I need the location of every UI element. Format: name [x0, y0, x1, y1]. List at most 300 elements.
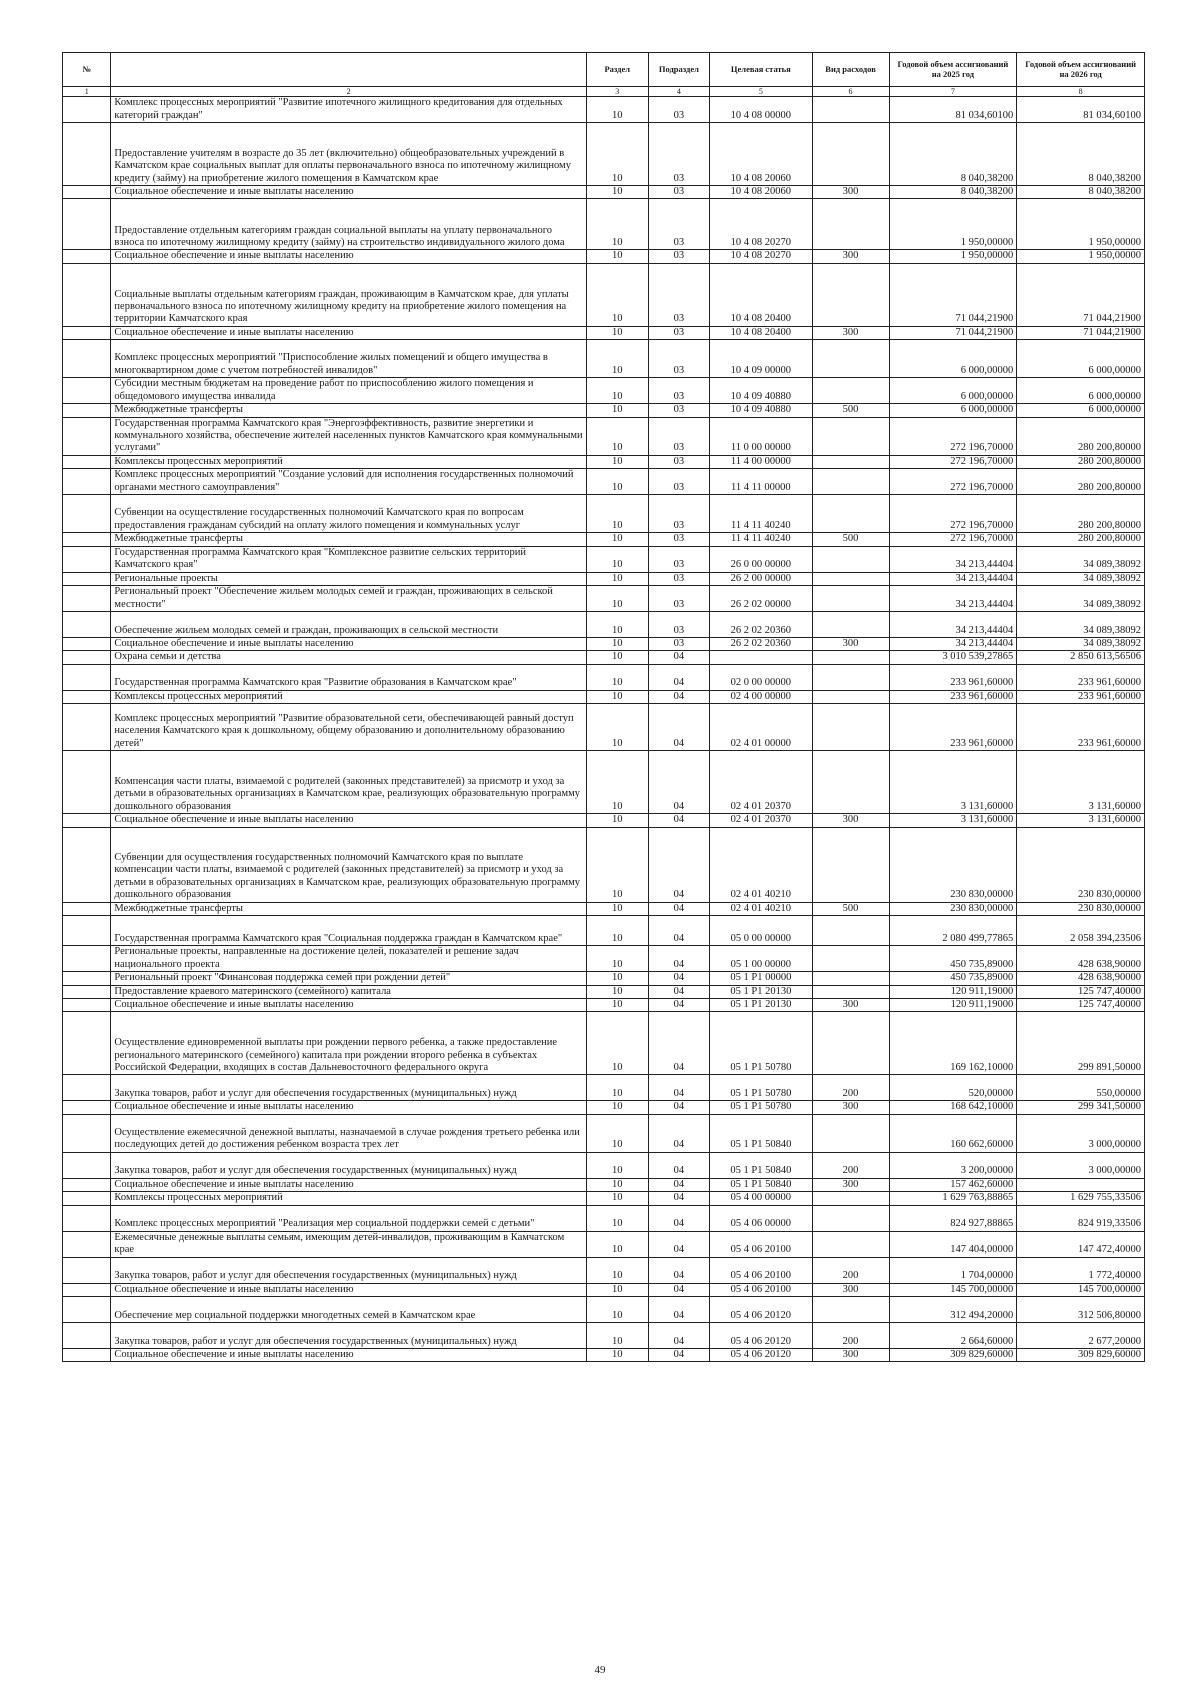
cell-name: Государственная программа Камчатского края "Комплексное развитие сельских территорий Камчатского края"	[111, 546, 587, 572]
cell-name: Комплекс процессных мероприятий "Развитие образовательной сети, обеспечивающей равный доступ населения Камчатского края к дошкольному, общему образованию и дополнительному образованию детей"	[111, 704, 587, 751]
cell-vid: 300	[812, 326, 889, 339]
table-row	[63, 814, 1145, 827]
cell-name: Комплекс процессных мероприятий "Создание условий для исполнения государственных полномочий органами местного самоуправления"	[111, 469, 587, 495]
cell-num	[63, 638, 111, 651]
cell-podrazdel: 03	[648, 638, 710, 651]
cell-vid: 300	[812, 1283, 889, 1296]
header-podrazdel: Подраздел	[648, 53, 710, 87]
cell-razdel: 10	[586, 1101, 648, 1114]
cell-vid: 300	[812, 1178, 889, 1191]
cell-vid	[812, 1192, 889, 1205]
cell-razdel: 10	[586, 417, 648, 455]
cell-target	[710, 651, 812, 664]
cell-num	[63, 1192, 111, 1205]
cell-target: 11 0 00 00000	[710, 417, 812, 455]
cell-podrazdel: 03	[648, 199, 710, 250]
cell-vid	[812, 417, 889, 455]
cell-target: 26 0 00 00000	[710, 546, 812, 572]
cell-num	[63, 572, 111, 585]
cell-name: Межбюджетные трансферты	[111, 902, 587, 915]
cell-year-2025: 34 213,44404	[889, 546, 1017, 572]
cell-razdel: 10	[586, 902, 648, 915]
budget-table	[62, 52, 1145, 1362]
cell-year-2025: 81 034,60100	[889, 97, 1017, 123]
cell-razdel: 10	[586, 1178, 648, 1191]
cell-num	[63, 1178, 111, 1191]
cell-razdel: 10	[586, 404, 648, 417]
cell-vid	[812, 546, 889, 572]
cell-year-2025: 8 040,38200	[889, 123, 1017, 186]
cell-year-2026: 81 034,60100	[1017, 97, 1145, 123]
cell-vid: 200	[812, 1075, 889, 1101]
table-row	[63, 1322, 1145, 1348]
cell-year-2026: 428 638,90000	[1017, 972, 1145, 985]
cell-year-2026: 8 040,38200	[1017, 186, 1145, 199]
cell-year-2026: 230 830,00000	[1017, 902, 1145, 915]
cell-year-2025: 233 961,60000	[889, 704, 1017, 751]
cell-target: 05 1 P1 20130	[710, 998, 812, 1011]
table-row	[63, 690, 1145, 703]
cell-target: 05 1 P1 50780	[710, 1101, 812, 1114]
cell-year-2025: 1 950,00000	[889, 250, 1017, 263]
cell-name: Социальное обеспечение и иные выплаты населению	[111, 638, 587, 651]
cell-vid	[812, 946, 889, 972]
cell-num	[63, 902, 111, 915]
cell-num	[63, 546, 111, 572]
table-row	[63, 1114, 1145, 1152]
table-row	[63, 263, 1145, 326]
cell-target: 11 4 11 40240	[710, 533, 812, 546]
table-row	[63, 612, 1145, 638]
cell-razdel: 10	[586, 1205, 648, 1231]
cell-razdel: 10	[586, 1283, 648, 1296]
cell-name: Осуществление ежемесячной денежной выплаты, назначаемой в случае рождения третьего ребенка или последующих детей до достижения ребенком возраста трех лет	[111, 1114, 587, 1152]
cell-year-2026: 233 961,60000	[1017, 664, 1145, 690]
cell-podrazdel: 03	[648, 97, 710, 123]
cell-year-2026: 299 341,50000	[1017, 1101, 1145, 1114]
cell-year-2026: 280 200,80000	[1017, 417, 1145, 455]
table-row	[63, 946, 1145, 972]
cell-name: Комплексы процессных мероприятий	[111, 455, 587, 468]
cell-target: 05 4 06 20100	[710, 1231, 812, 1257]
cell-razdel: 10	[586, 690, 648, 703]
cell-year-2026: 233 961,60000	[1017, 704, 1145, 751]
table-body	[63, 97, 1145, 1362]
cell-podrazdel: 03	[648, 250, 710, 263]
header-target: Целевая статья	[710, 53, 812, 87]
cell-year-2025: 450 735,89000	[889, 972, 1017, 985]
table-row	[63, 1178, 1145, 1191]
table-row	[63, 902, 1145, 915]
cell-year-2025: 3 131,60000	[889, 751, 1017, 814]
cell-vid	[812, 751, 889, 814]
table-row	[63, 1283, 1145, 1296]
cell-name: Социальное обеспечение и иные выплаты населению	[111, 186, 587, 199]
cell-year-2026: 145 700,00000	[1017, 1283, 1145, 1296]
cell-num	[63, 495, 111, 533]
cell-year-2026: 6 000,00000	[1017, 340, 1145, 378]
table-row	[63, 916, 1145, 946]
cell-name: Социальное обеспечение и иные выплаты населению	[111, 1101, 587, 1114]
cell-target: 10 4 08 20060	[710, 186, 812, 199]
cell-razdel: 10	[586, 1296, 648, 1322]
cell-podrazdel: 04	[648, 1322, 710, 1348]
cell-podrazdel: 04	[648, 985, 710, 998]
header-row	[63, 53, 1145, 87]
cell-target: 05 4 06 20120	[710, 1348, 812, 1361]
cell-razdel: 10	[586, 546, 648, 572]
cell-num	[63, 946, 111, 972]
table-row	[63, 827, 1145, 902]
cell-podrazdel: 04	[648, 1152, 710, 1178]
cell-target: 11 4 11 00000	[710, 469, 812, 495]
cell-year-2025: 157 462,60000	[889, 1178, 1017, 1191]
cell-year-2026: 6 000,00000	[1017, 404, 1145, 417]
cell-podrazdel: 03	[648, 533, 710, 546]
cell-year-2025: 34 213,44404	[889, 638, 1017, 651]
cell-podrazdel: 04	[648, 1348, 710, 1361]
header-year-2025: Годовой объем ассигнований на 2025 год	[889, 53, 1017, 87]
table-row	[63, 586, 1145, 612]
cell-razdel: 10	[586, 123, 648, 186]
table-row	[63, 250, 1145, 263]
cell-podrazdel: 03	[648, 546, 710, 572]
cell-podrazdel: 03	[648, 586, 710, 612]
cell-name: Закупка товаров, работ и услуг для обеспечения государственных (муниципальных) нужд	[111, 1075, 587, 1101]
cell-num	[63, 751, 111, 814]
cell-razdel: 10	[586, 1152, 648, 1178]
header-year-2026: Годовой объем ассигнований на 2026 год	[1017, 53, 1145, 87]
cell-vid	[812, 690, 889, 703]
cell-name: Субвенции для осуществления государственных полномочий Камчатского края по выплате компенсации части платы, взимаемой с родителей (законных представителей) за присмотр и уход за детьми в образовательных организациях в Камчатском крае, реализующих образовательную программу дошкольного образования	[111, 827, 587, 902]
cell-target: 05 1 P1 50840	[710, 1178, 812, 1191]
col-number: 8	[1017, 87, 1145, 97]
cell-vid: 300	[812, 186, 889, 199]
cell-razdel: 10	[586, 263, 648, 326]
cell-year-2026: 428 638,90000	[1017, 946, 1145, 972]
cell-name: Комплекс процессных мероприятий "Приспособление жилых помещений и общего имущества в многоквартирном доме с учетом потребностей инвалидов"	[111, 340, 587, 378]
cell-year-2026: 34 089,38092	[1017, 546, 1145, 572]
cell-year-2025: 233 961,60000	[889, 690, 1017, 703]
cell-year-2026: 3 131,60000	[1017, 751, 1145, 814]
cell-year-2025: 34 213,44404	[889, 586, 1017, 612]
cell-razdel: 10	[586, 664, 648, 690]
cell-podrazdel: 04	[648, 998, 710, 1011]
cell-target: 02 4 01 00000	[710, 704, 812, 751]
cell-podrazdel: 03	[648, 123, 710, 186]
cell-razdel: 10	[586, 612, 648, 638]
cell-podrazdel: 04	[648, 1296, 710, 1322]
cell-podrazdel: 04	[648, 1257, 710, 1283]
cell-name: Предоставление краевого материнского (семейного) капитала	[111, 985, 587, 998]
col-number: 7	[889, 87, 1017, 97]
cell-target: 05 4 00 00000	[710, 1192, 812, 1205]
cell-vid: 200	[812, 1322, 889, 1348]
cell-year-2026: 8 040,38200	[1017, 123, 1145, 186]
column-number-row	[63, 87, 1145, 97]
col-number: 4	[648, 87, 710, 97]
cell-num	[63, 1152, 111, 1178]
cell-num	[63, 97, 111, 123]
cell-name: Социальное обеспечение и иные выплаты населению	[111, 998, 587, 1011]
cell-num	[63, 263, 111, 326]
cell-podrazdel: 04	[648, 827, 710, 902]
cell-num	[63, 704, 111, 751]
cell-year-2026	[1017, 1178, 1145, 1191]
cell-year-2026: 6 000,00000	[1017, 378, 1145, 404]
cell-name: Региональный проект "Обеспечение жильем молодых семей и граждан, проживающих в сельской местности"	[111, 586, 587, 612]
cell-num	[63, 985, 111, 998]
cell-razdel: 10	[586, 326, 648, 339]
cell-podrazdel: 04	[648, 1283, 710, 1296]
cell-podrazdel: 04	[648, 1178, 710, 1191]
cell-vid: 300	[812, 814, 889, 827]
cell-vid: 300	[812, 250, 889, 263]
cell-year-2025: 230 830,00000	[889, 902, 1017, 915]
cell-vid	[812, 263, 889, 326]
cell-year-2026: 125 747,40000	[1017, 985, 1145, 998]
table-row	[63, 404, 1145, 417]
cell-podrazdel: 04	[648, 814, 710, 827]
cell-year-2026: 34 089,38092	[1017, 586, 1145, 612]
table-row	[63, 340, 1145, 378]
cell-podrazdel: 04	[648, 972, 710, 985]
cell-target: 02 4 01 40210	[710, 902, 812, 915]
cell-target: 02 4 01 40210	[710, 827, 812, 902]
cell-name: Государственная программа Камчатского края "Энергоэффективность, развитие энергетики и коммунального хозяйства, обеспечение жителей населенных пунктов Камчатского края коммунальными услугами"	[111, 417, 587, 455]
cell-num	[63, 1296, 111, 1322]
cell-podrazdel: 04	[648, 1192, 710, 1205]
cell-num	[63, 612, 111, 638]
table-row	[63, 704, 1145, 751]
cell-razdel: 10	[586, 469, 648, 495]
cell-name: Региональный проект "Финансовая поддержка семей при рождении детей"	[111, 972, 587, 985]
cell-razdel: 10	[586, 638, 648, 651]
cell-podrazdel: 03	[648, 340, 710, 378]
cell-target: 05 4 06 20120	[710, 1322, 812, 1348]
header-vid: Вид расходов	[812, 53, 889, 87]
cell-year-2025: 120 911,19000	[889, 998, 1017, 1011]
cell-name: Социальное обеспечение и иные выплаты населению	[111, 814, 587, 827]
cell-razdel: 10	[586, 1322, 648, 1348]
cell-target: 02 4 01 20370	[710, 814, 812, 827]
cell-razdel: 10	[586, 751, 648, 814]
cell-name: Обеспечение жильем молодых семей и граждан, проживающих в сельской местности	[111, 612, 587, 638]
cell-name: Социальное обеспечение и иные выплаты населению	[111, 1283, 587, 1296]
cell-name: Комплекс процессных мероприятий "Реализация мер социальной поддержки семей с детьми"	[111, 1205, 587, 1231]
cell-razdel: 10	[586, 378, 648, 404]
cell-name: Комплексы процессных мероприятий	[111, 690, 587, 703]
cell-year-2026: 1 950,00000	[1017, 250, 1145, 263]
cell-year-2026: 1 629 755,33506	[1017, 1192, 1145, 1205]
table-row	[63, 751, 1145, 814]
col-number: 2	[111, 87, 587, 97]
table-row	[63, 186, 1145, 199]
cell-year-2026: 3 131,60000	[1017, 814, 1145, 827]
cell-year-2025: 309 829,60000	[889, 1348, 1017, 1361]
cell-year-2025: 6 000,00000	[889, 340, 1017, 378]
cell-razdel: 10	[586, 1348, 648, 1361]
cell-num	[63, 972, 111, 985]
cell-podrazdel: 04	[648, 946, 710, 972]
cell-target: 05 1 P1 50840	[710, 1114, 812, 1152]
cell-target: 11 4 11 40240	[710, 495, 812, 533]
cell-name: Закупка товаров, работ и услуг для обеспечения государственных (муниципальных) нужд	[111, 1257, 587, 1283]
cell-year-2025: 169 162,10000	[889, 1012, 1017, 1075]
cell-name: Закупка товаров, работ и услуг для обеспечения государственных (муниципальных) нужд	[111, 1322, 587, 1348]
cell-razdel: 10	[586, 651, 648, 664]
cell-year-2025: 71 044,21900	[889, 263, 1017, 326]
cell-year-2026: 34 089,38092	[1017, 612, 1145, 638]
table-row	[63, 378, 1145, 404]
cell-num	[63, 186, 111, 199]
cell-target: 05 0 00 00000	[710, 916, 812, 946]
cell-target: 10 4 08 20060	[710, 123, 812, 186]
cell-vid	[812, 97, 889, 123]
cell-razdel: 10	[586, 1231, 648, 1257]
cell-razdel: 10	[586, 704, 648, 751]
cell-target: 05 1 P1 00000	[710, 972, 812, 985]
cell-year-2025: 272 196,70000	[889, 417, 1017, 455]
cell-year-2026: 3 000,00000	[1017, 1152, 1145, 1178]
table-row	[63, 1296, 1145, 1322]
cell-vid	[812, 340, 889, 378]
cell-podrazdel: 03	[648, 326, 710, 339]
cell-num	[63, 1322, 111, 1348]
table-row	[63, 972, 1145, 985]
table-row	[63, 664, 1145, 690]
cell-vid: 300	[812, 1348, 889, 1361]
table-row	[63, 998, 1145, 1011]
cell-target: 05 4 06 20100	[710, 1283, 812, 1296]
cell-num	[63, 1283, 111, 1296]
cell-num	[63, 1012, 111, 1075]
page-number: 49	[594, 1664, 606, 1676]
cell-name: Компенсация части платы, взимаемой с родителей (законных представителей) за присмотр и уход за детьми в образовательных организациях в Камчатском крае, реализующих образовательную программу дошкольного образования	[111, 751, 587, 814]
cell-podrazdel: 03	[648, 572, 710, 585]
cell-vid	[812, 572, 889, 585]
cell-year-2025: 3 131,60000	[889, 814, 1017, 827]
cell-num	[63, 1205, 111, 1231]
cell-num	[63, 199, 111, 250]
cell-num	[63, 916, 111, 946]
cell-vid	[812, 586, 889, 612]
cell-year-2026: 280 200,80000	[1017, 469, 1145, 495]
cell-num	[63, 827, 111, 902]
cell-num	[63, 1231, 111, 1257]
cell-num	[63, 404, 111, 417]
cell-num	[63, 1101, 111, 1114]
table-row	[63, 1348, 1145, 1361]
cell-target: 05 4 06 20100	[710, 1257, 812, 1283]
cell-year-2026: 1 772,40000	[1017, 1257, 1145, 1283]
cell-vid	[812, 1296, 889, 1322]
cell-podrazdel: 04	[648, 651, 710, 664]
cell-razdel: 10	[586, 199, 648, 250]
budget-sheet	[62, 52, 1145, 1362]
cell-num	[63, 455, 111, 468]
cell-vid	[812, 469, 889, 495]
cell-year-2025: 312 494,20000	[889, 1296, 1017, 1322]
cell-name: Социальное обеспечение и иные выплаты населению	[111, 1178, 587, 1191]
cell-name: Ежемесячные денежные выплаты семьям, имеющим детей-инвалидов, проживающим в Камчатском крае	[111, 1231, 587, 1257]
cell-year-2026: 299 891,50000	[1017, 1012, 1145, 1075]
cell-num	[63, 340, 111, 378]
cell-podrazdel: 03	[648, 612, 710, 638]
cell-year-2025: 1 629 763,88865	[889, 1192, 1017, 1205]
cell-target: 05 1 P1 20130	[710, 985, 812, 998]
cell-year-2025: 6 000,00000	[889, 378, 1017, 404]
cell-num	[63, 1114, 111, 1152]
cell-name: Социальные выплаты отдельным категориям граждан, проживающим в Камчатском крае, для уплаты первоначального взноса по ипотечному жилищному кредиту на приобретение жилого помещения на территории Камчатского края	[111, 263, 587, 326]
table-row	[63, 417, 1145, 455]
cell-num	[63, 417, 111, 455]
cell-year-2025: 147 404,00000	[889, 1231, 1017, 1257]
cell-target: 05 1 P1 50780	[710, 1012, 812, 1075]
table-row	[63, 572, 1145, 585]
cell-vid	[812, 704, 889, 751]
cell-target: 10 4 08 00000	[710, 97, 812, 123]
col-number: 3	[586, 87, 648, 97]
cell-vid	[812, 827, 889, 902]
header-num: №	[63, 53, 111, 87]
cell-num	[63, 1075, 111, 1101]
header-name	[111, 53, 587, 87]
cell-razdel: 10	[586, 186, 648, 199]
table-row	[63, 455, 1145, 468]
cell-vid	[812, 1205, 889, 1231]
cell-podrazdel: 04	[648, 690, 710, 703]
cell-name: Охрана семьи и детства	[111, 651, 587, 664]
cell-num	[63, 378, 111, 404]
cell-razdel: 10	[586, 455, 648, 468]
cell-target: 10 4 08 20270	[710, 250, 812, 263]
cell-vid: 500	[812, 404, 889, 417]
cell-year-2026: 280 200,80000	[1017, 495, 1145, 533]
table-row	[63, 1075, 1145, 1101]
cell-target: 26 2 02 00000	[710, 586, 812, 612]
table-row	[63, 546, 1145, 572]
cell-name: Предоставление отдельным категориям граждан социальной выплаты на уплату первоначального взноса по ипотечному жилищному кредиту (займу) на строительство индивидуального жилого дома	[111, 199, 587, 250]
cell-year-2026: 312 506,80000	[1017, 1296, 1145, 1322]
cell-year-2026: 147 472,40000	[1017, 1231, 1145, 1257]
cell-target: 02 0 00 00000	[710, 664, 812, 690]
cell-year-2025: 272 196,70000	[889, 495, 1017, 533]
cell-podrazdel: 04	[648, 664, 710, 690]
cell-year-2026: 34 089,38092	[1017, 638, 1145, 651]
table-row	[63, 1152, 1145, 1178]
cell-vid	[812, 378, 889, 404]
cell-name: Комплексы процессных мероприятий	[111, 1192, 587, 1205]
cell-razdel: 10	[586, 572, 648, 585]
cell-name: Субвенции на осуществление государственных полномочий Камчатского края по вопросам предоставления гражданам субсидий на оплату жилого помещения и коммунальных услуг	[111, 495, 587, 533]
cell-target: 05 4 06 00000	[710, 1205, 812, 1231]
cell-razdel: 10	[586, 1257, 648, 1283]
cell-year-2026: 824 919,33506	[1017, 1205, 1145, 1231]
cell-num	[63, 586, 111, 612]
table-row	[63, 638, 1145, 651]
cell-target: 05 1 P1 50780	[710, 1075, 812, 1101]
cell-podrazdel: 04	[648, 704, 710, 751]
cell-vid: 200	[812, 1257, 889, 1283]
cell-name: Осуществление единовременной выплаты при рождении первого ребенка, а также предоставление регионального материнского (семейного) капитала при рождении второго ребенка в субъектах Российской Федерации, входящих в состав Дальневосточного федерального округа	[111, 1012, 587, 1075]
cell-razdel: 10	[586, 916, 648, 946]
cell-vid	[812, 651, 889, 664]
cell-name: Социальное обеспечение и иные выплаты населению	[111, 250, 587, 263]
cell-target: 05 4 06 20120	[710, 1296, 812, 1322]
cell-vid: 300	[812, 998, 889, 1011]
cell-razdel: 10	[586, 827, 648, 902]
